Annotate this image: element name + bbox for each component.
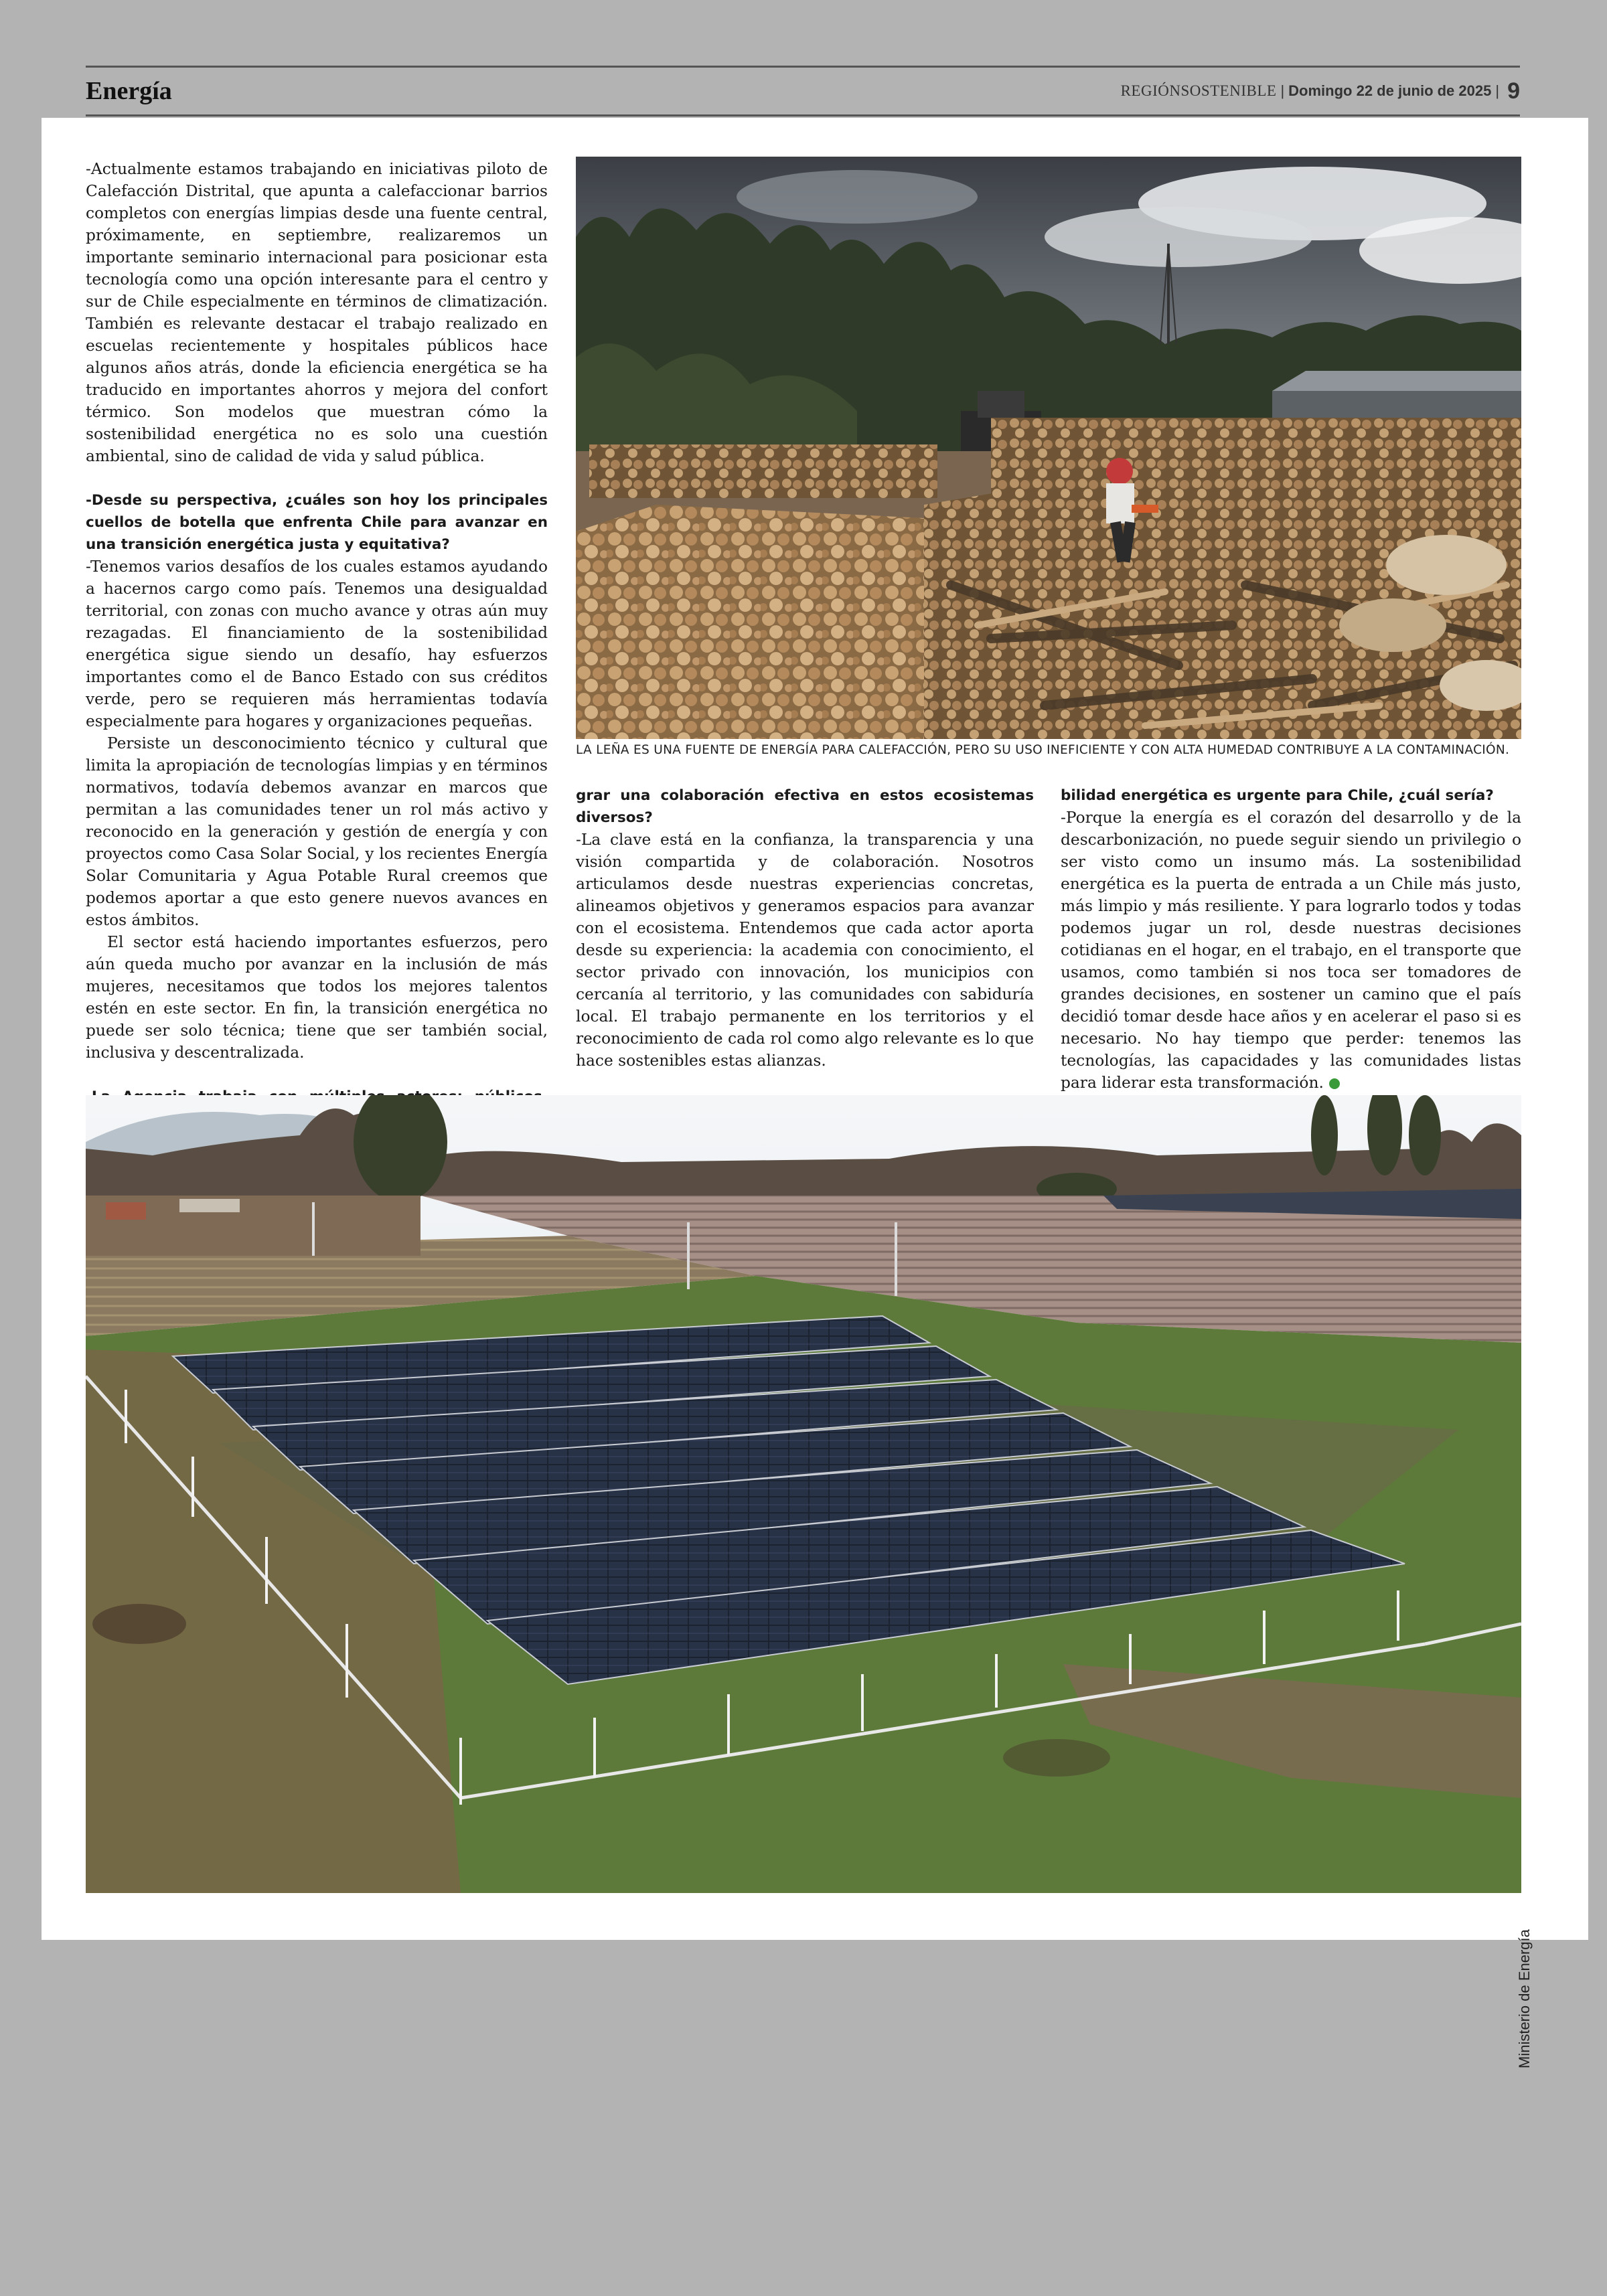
photo-caption: LA LEÑA ES UNA FUENTE DE ENERGÍA PARA CALEFACCIÓN, PERO SU USO INEFICIENTE Y CON ALTA HUMEDAD CONTRIBUYE A LA CONTAMINACIÓN. bbox=[576, 743, 1510, 757]
solar-farm-illustration bbox=[86, 1095, 1521, 1893]
firewood-illustration bbox=[576, 157, 1521, 739]
interview-question-continued: bilidad energética es urgente para Chile, ¿cuál sería? bbox=[1061, 787, 1494, 804]
article-column-1 bbox=[86, 158, 548, 1152]
article-column-2 bbox=[576, 785, 1034, 1138]
folio-separator: | bbox=[1280, 82, 1285, 99]
masthead bbox=[86, 66, 1520, 116]
photo-credit: Ministerio de Energía bbox=[1516, 1929, 1533, 2068]
firewood-photo bbox=[576, 157, 1521, 739]
answer-text: -Porque la energía es el corazón del desarrollo y de la descarbonización, no puede seguir siendo un privilegio o ser visto como un insumo más. La sostenibilidad energética es la puerta de entrada a un Chile más justo, más limpio y más resiliente. Y para lograrlo todos y todas podemos jugar un rol, desde nuestras decisiones cotidianas en el hogar, en el trabajo, en el transporte que usamos, como también si nos toca ser tomadores de grandes decisiones, en sostener un camino que el país decidió tomar desde hace años y en acelerar el paso si es necesario. No hay tiempo que perder: tenemos las tecnologías, las capacidades y las comunidades listas para liderar esta transformación. bbox=[1061, 809, 1521, 1092]
folio bbox=[1121, 78, 1520, 104]
answer-paragraph: Persiste un desconocimiento técnico y cultural que limita la apropiación de tecnologías limpias y en términos normativos, todavía debemos avanzar en marcos que permitan a las comunidades tener un rol más activo y reconocido en la generación y gestión de energía y con proyectos como Casa Solar Social, y los recientes Energía Solar Comunitaria y Agua Potable Rural creemos que podemos aportar a que esto genere nuevos avances en estos ámbitos. bbox=[86, 734, 548, 929]
answer-paragraph bbox=[1061, 807, 1521, 1094]
interview-question-continued: grar una colaboración efectiva en estos ecosistemas diversos? bbox=[576, 787, 1034, 826]
section-title: Energía bbox=[86, 77, 172, 105]
end-mark-icon bbox=[1329, 1078, 1340, 1089]
solar-farm-photo bbox=[86, 1095, 1521, 1893]
answer-paragraph: -Actualmente estamos trabajando en iniciativas piloto de Calefacción Distrital, que apunta a calefaccionar barrios completos con energías limpias desde una fuente central, próximamente, en septiembre, realizaremos un importante seminario internacional para posicionar esta tecnología como una opción interesante para el centro y sur de Chile especialmente en términos de climatización. También es relevante destacar el trabajo realizado en escuelas recientemente y hospitales públicos hace algunos años atrás, donde la eficiencia energética se ha traducido en importantes ahorros y mejora del confort térmico. Son modelos que muestran cómo la sostenibilidad energética no es solo una cuestión ambiental, sino de calidad de vida y salud pública. bbox=[86, 160, 548, 465]
answer-paragraph: -La clave está en la confianza, la transparencia y una visión compartida y de colaboración. Nosotros articulamos desde nuestras experiencias concretas, alineamos objetivos y generamos espacios para avanzar con el ecosistema. Entendemos que cada actor aporta desde su experiencia: la academia con conocimiento, el sector privado con innovación, los municipios con cercanía al territorio, y las comunidades con sabiduría local. El trabajo permanente en los territorios y el reconocimiento de cada rol como algo relevante es lo que hace sostenibles estas alianzas. bbox=[576, 831, 1034, 1070]
answer-paragraph: -Tenemos varios desafíos de los cuales estamos ayudando a hacernos cargo como país. Tenemos una desigualdad territorial, con zonas con mucho avance y otras aún muy rezagadas. El financiamiento de la sostenibilidad energética sigue siendo un desafío, hay esfuerzos importantes como el de Banco Estado con sus créditos verde, pero se requieren más herramientas todavía especialmente para hogares y organizaciones pequeñas. bbox=[86, 558, 548, 730]
issue-date: Domingo 22 de junio de 2025 bbox=[1288, 82, 1492, 99]
folio-separator-2: | bbox=[1495, 82, 1500, 99]
interview-question: -Desde su perspectiva, ¿cuáles son hoy los principales cuellos de botella que enfrenta Chile para avanzar en una transición energética justa y equitativa? bbox=[86, 492, 548, 553]
page-number: 9 bbox=[1507, 78, 1520, 104]
answer-paragraph: El sector está haciendo importantes esfuerzos, pero aún queda mucho por avanzar en la inclusión de más mujeres, necesitamos que todos los mejores talentos estén en este sector. En fin, la transición energética no puede ser solo técnica; tiene que ser también social, inclusiva y descentralizada. bbox=[86, 933, 548, 1062]
article-column-3 bbox=[1061, 785, 1521, 1094]
publication-name: REGIÓNSOSTENIBLE bbox=[1120, 82, 1277, 99]
